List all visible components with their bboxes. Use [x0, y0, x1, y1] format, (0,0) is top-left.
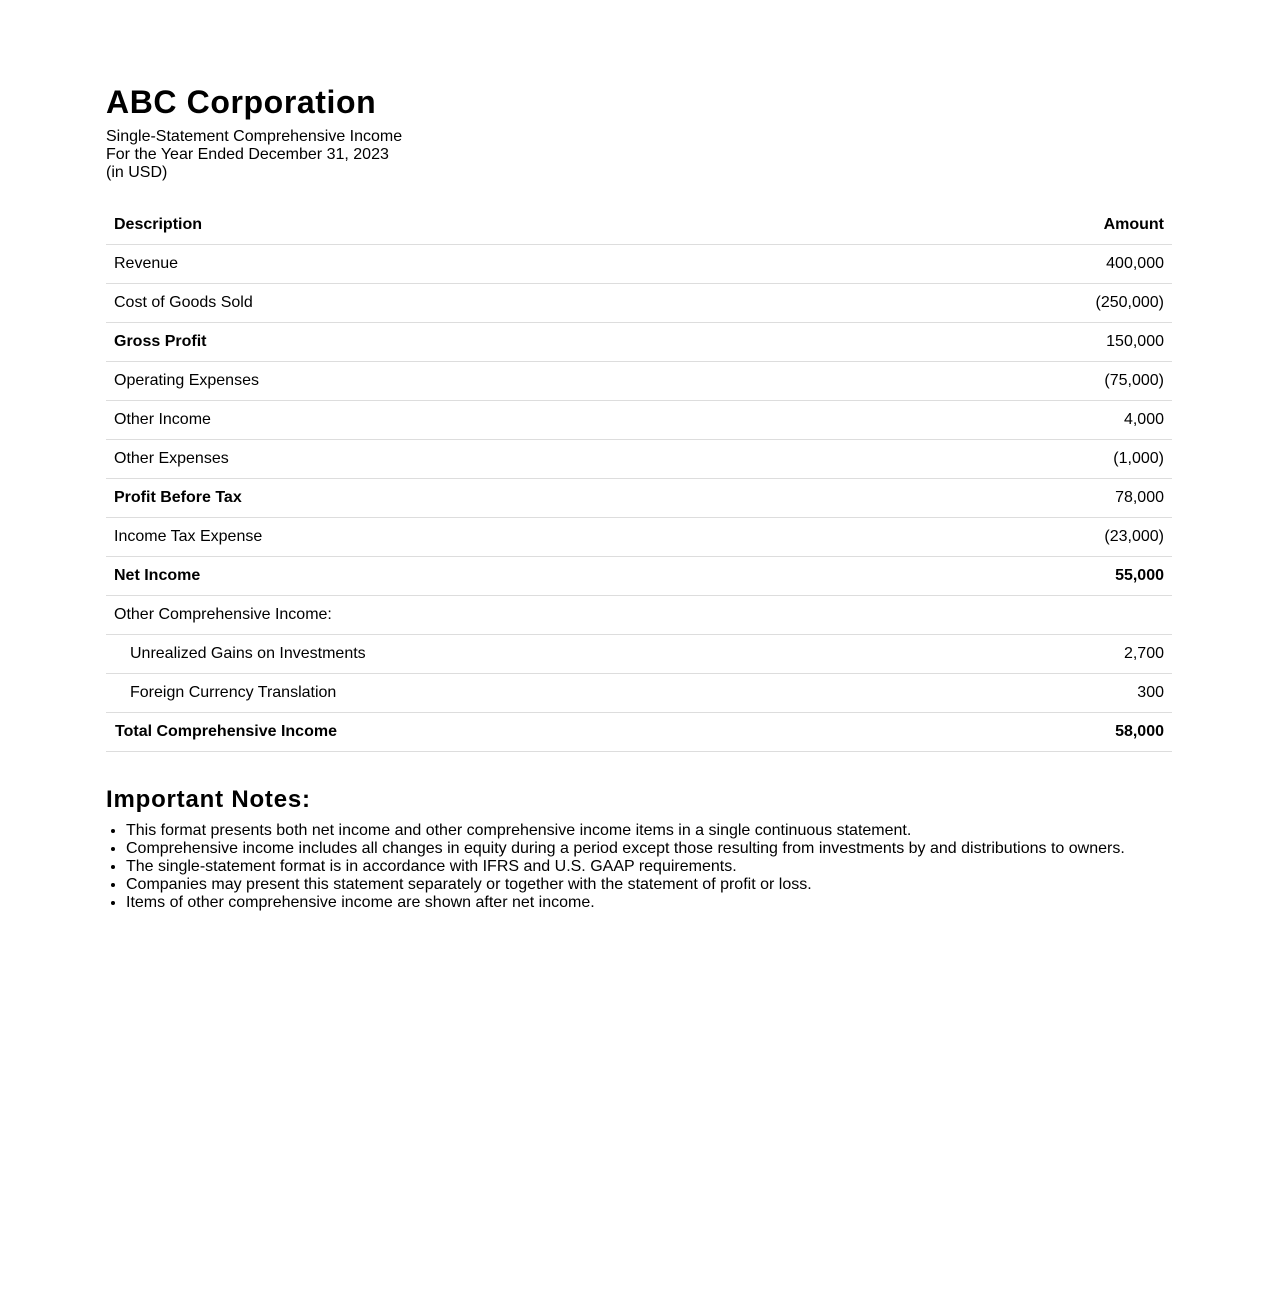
income-statement-table	[106, 206, 1172, 752]
notes-heading: Important Notes:	[106, 786, 311, 813]
table-row	[106, 284, 1172, 323]
table-header-row	[106, 206, 1172, 245]
table-row	[106, 518, 1172, 557]
list-item: • This format presents both net income and other comprehensive income items in a single continuous statement.	[126, 822, 1172, 840]
list-item: • The single-statement format is in accordance with IFRS and U.S. GAAP requirements.	[126, 858, 1172, 876]
amount-column-header: Amount	[916, 206, 1172, 245]
row-amount: 150,000	[916, 323, 1172, 362]
row-amount: (250,000)	[916, 284, 1172, 323]
row-label: Total Comprehensive Income	[106, 713, 916, 752]
row-label: Profit Before Tax	[106, 479, 916, 518]
table-row	[106, 245, 1172, 284]
row-amount: 300	[916, 674, 1172, 713]
row-amount: (75,000)	[916, 362, 1172, 401]
table-row	[106, 323, 1172, 362]
table-row	[106, 362, 1172, 401]
list-item: • Companies may present this statement separately or together with the statement of profit or loss.	[126, 876, 1172, 894]
row-label: Operating Expenses	[106, 362, 916, 401]
row-label: Other Comprehensive Income:	[106, 596, 916, 635]
statement-meta	[106, 128, 1172, 182]
row-amount: 4,000	[916, 401, 1172, 440]
row-label: Net Income	[106, 557, 916, 596]
row-amount: 2,700	[916, 635, 1172, 674]
row-label: Other Income	[106, 401, 916, 440]
row-amount	[916, 596, 1172, 635]
table-row	[106, 557, 1172, 596]
table-row	[106, 635, 1172, 674]
table-row	[106, 596, 1172, 635]
table-row	[106, 479, 1172, 518]
table-row	[106, 674, 1172, 713]
row-amount: (1,000)	[916, 440, 1172, 479]
statement-title: Single-Statement Comprehensive Income	[106, 128, 403, 145]
list-item: • Items of other comprehensive income are shown after net income.	[126, 894, 1172, 912]
row-amount: 78,000	[916, 479, 1172, 518]
row-amount: (23,000)	[916, 518, 1172, 557]
row-amount: 400,000	[916, 245, 1172, 284]
description-column-header: Description	[106, 206, 916, 245]
statement-period: For the Year Ended December 31, 2023	[106, 146, 389, 163]
row-label: Unrealized Gains on Investments	[106, 635, 916, 674]
table-row	[106, 401, 1172, 440]
notes-list	[106, 822, 1172, 912]
row-label: Cost of Goods Sold	[106, 284, 916, 323]
row-label: Income Tax Expense	[106, 518, 916, 557]
row-label: Other Expenses	[106, 440, 916, 479]
row-label: Revenue	[106, 245, 916, 284]
company-name: ABC Corporation	[106, 84, 377, 120]
table-row	[106, 713, 1172, 752]
row-label: Foreign Currency Translation	[106, 674, 916, 713]
list-item: • Comprehensive income includes all changes in equity during a period except those resulting from investments by and distributions to owners.	[126, 840, 1172, 858]
currency-note: (in USD)	[106, 164, 168, 181]
row-amount: 55,000	[916, 557, 1172, 596]
row-label: Gross Profit	[106, 323, 916, 362]
table-row	[106, 440, 1172, 479]
row-amount: 58,000	[916, 713, 1172, 752]
statement-page	[106, 84, 1172, 912]
